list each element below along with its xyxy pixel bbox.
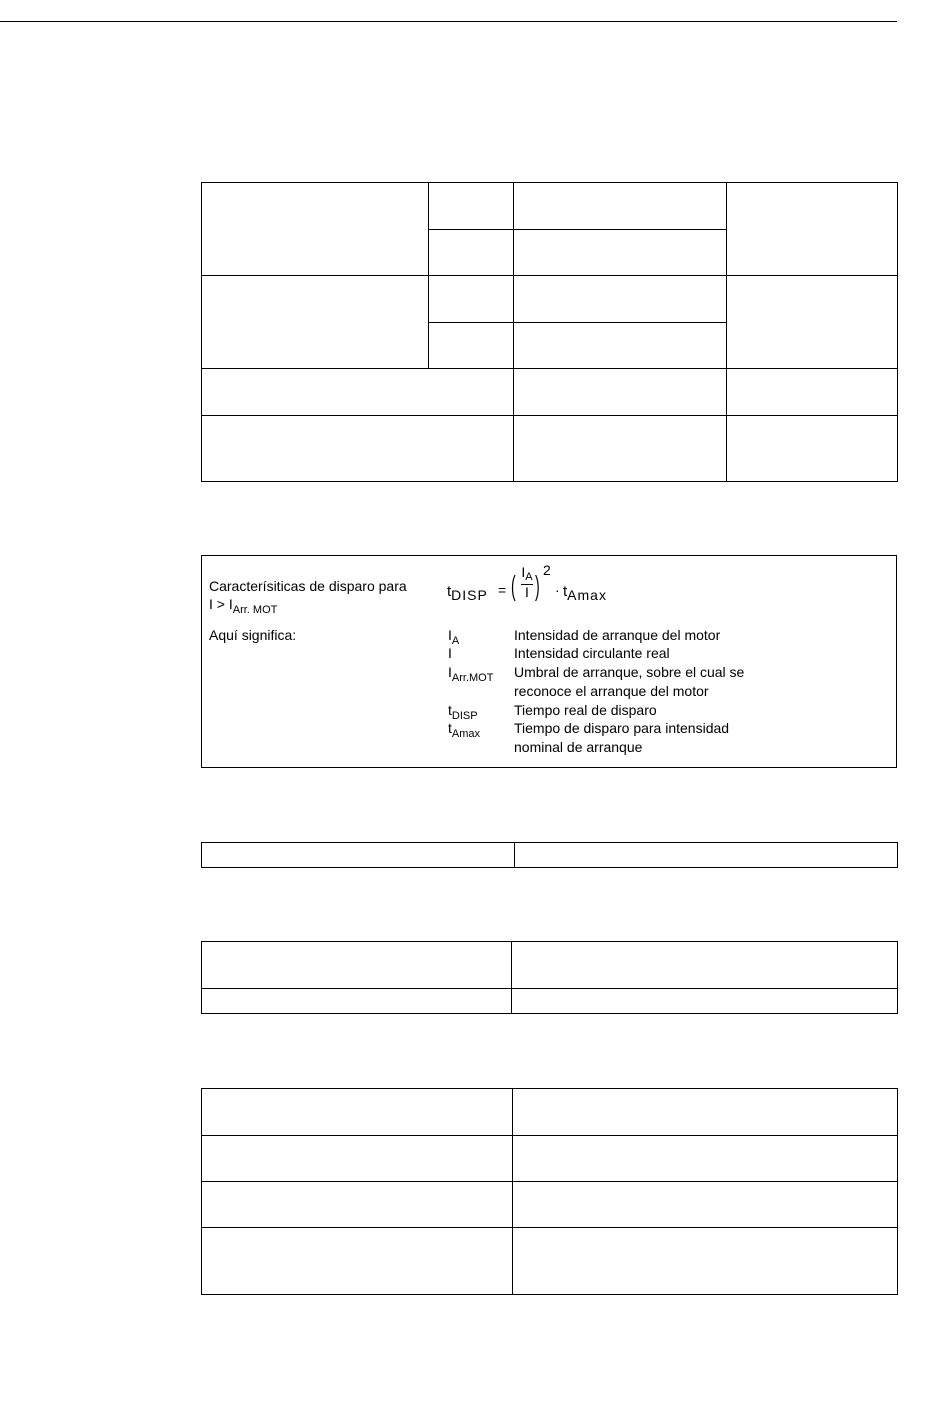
legend-symbol: $t_{Amax}$	[448, 720, 481, 740]
table-cell	[202, 416, 514, 482]
legend-text: Umbral de arranque, sobre el cual se	[514, 664, 745, 680]
header-rule	[0, 21, 897, 22]
table-cell	[514, 230, 727, 276]
trip-label-line2: $I > I_{Arr. MOT}$	[209, 596, 278, 616]
table-cell	[202, 942, 512, 989]
table-cell	[202, 1089, 513, 1136]
table-cell	[513, 1089, 898, 1136]
legend-text: Tiempo real de disparo	[514, 702, 657, 718]
legend-text: nominal de arranque	[514, 739, 643, 755]
legend-text: Intensidad de arranque del motor	[514, 627, 721, 643]
trip-characteristic-box: Caracterísiticas de disparo para $I > I_{Arr. MOT}$ tDISP = ( $I_A$ I ) 2 · tAmax Aquí significa: $I_A$ Intensidad de arranque del motor I Intensidad circulante real $I_{Arr.MOT}$ Umbral de arranque, sobre el cual se reconoce el arranque del motor $t_{DISP}$ Tiempo real de disparo $t_{Amax}$ Tiempo de disparo para intensidad nominal de arranque	[201, 555, 897, 768]
parameter-table-4	[201, 1088, 898, 1295]
table-cell	[202, 183, 429, 276]
table-cell	[202, 369, 514, 416]
parameter-table-2	[201, 842, 898, 868]
table-cell	[514, 323, 727, 369]
table-cell	[727, 369, 898, 416]
table-cell	[202, 1136, 513, 1182]
legend-text: Intensidad circulante real	[514, 645, 670, 661]
table-cell	[512, 989, 898, 1014]
table-cell	[727, 183, 898, 276]
legend-symbol: $I_{Arr.MOT}$	[448, 664, 494, 684]
table-cell	[727, 276, 898, 369]
parameter-table-3	[201, 941, 898, 1014]
legend-symbol: $I_A$	[448, 627, 460, 647]
table-cell	[202, 1228, 513, 1295]
legend-symbol: I	[448, 645, 452, 661]
table-cell	[515, 843, 898, 868]
table-cell	[514, 183, 727, 230]
table-cell	[512, 942, 898, 989]
legend-text: Tiempo de disparo para intensidad	[514, 720, 730, 736]
parameter-table-1	[201, 182, 898, 482]
table-cell	[513, 1228, 898, 1295]
table-cell	[429, 183, 514, 230]
table-cell	[202, 1182, 513, 1228]
table-cell	[429, 276, 514, 323]
table-cell	[513, 1136, 898, 1182]
meaning-label: Aquí significa:	[209, 627, 297, 643]
trip-label-line1: Caracterísiticas de disparo para	[209, 578, 407, 594]
table-cell	[202, 989, 512, 1014]
table-cell	[514, 369, 727, 416]
table-cell	[429, 230, 514, 276]
table-cell	[727, 416, 898, 482]
table-cell	[514, 416, 727, 482]
legend-symbol: $t_{DISP}$	[448, 702, 478, 722]
table-cell	[202, 843, 515, 868]
legend-text: reconoce el arranque del motor	[514, 683, 709, 699]
table-cell	[429, 323, 514, 369]
table-cell	[514, 276, 727, 323]
table-cell	[513, 1182, 898, 1228]
table-cell	[202, 276, 429, 369]
